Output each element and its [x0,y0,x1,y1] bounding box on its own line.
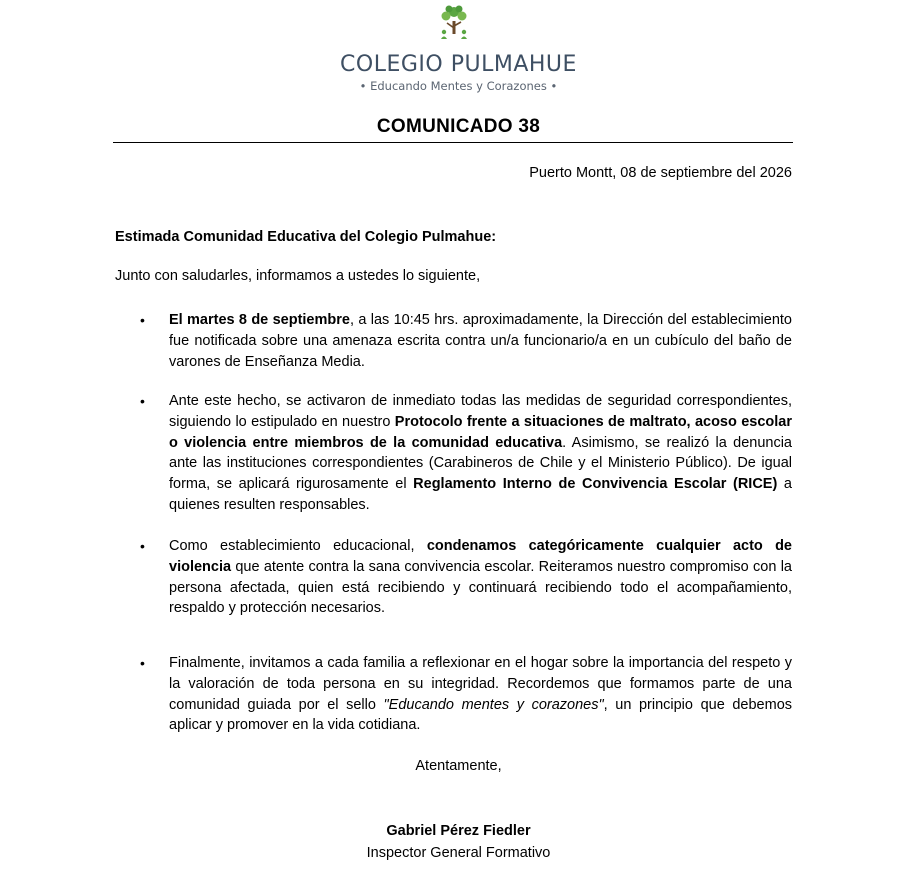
bullet-dot-icon: • [140,393,145,409]
school-name: COLEGIO PULMAHUE [340,52,577,77]
protocol-name: Protocolo frente a situaciones de maltrato, acoso escolar o violencia entre miembros de la comunidad educativa [169,413,792,451]
bullet-item [140,310,792,372]
bullet-body-text: a quienes resulten responsables. [169,476,792,513]
school-motto [0,79,917,93]
motto-text: Educando Mentes y Corazones [370,79,547,93]
bullet-dot-icon: • [140,655,145,671]
bullet-body-text: que atente contra la sana convivencia escolar. Reiteramos nuestro compromiso con la persona afectada, quien está recibiendo y continuará recibiendo todo el acompañamiento, respaldo y protección necesarios. [169,558,792,617]
bullet-dot-icon: • [140,312,145,328]
bullet-body-text: Como establecimiento educacional, [169,538,427,554]
bullet-dot-icon: • [359,79,367,93]
bullet-dot-icon: • [550,79,558,93]
place-date: Puerto Montt, 08 de septiembre del 2026 [529,165,792,181]
bullet-item [140,536,792,619]
document-title: COMUNICADO 38 [376,116,541,137]
bullet-body-text: . Asimismo, se realizó la denuncia ante las instituciones correspondientes (Carabineros de Chile y el Ministerio Público). De igual forma, se aplicará rigurosamente el [169,434,792,493]
signer-name: Gabriel Pérez Fiedler [386,823,531,839]
bullet-bold-text: condenamos categóricamente cualquier acto de violencia [169,538,792,575]
tree-people-icon [436,4,472,40]
title-divider [113,142,793,143]
bullet-body-text: Ante este hecho, se activaron de inmediato todas las medidas de seguridad correspondientes, siguiendo lo estipulado en nuestro [169,393,792,430]
closing: Atentamente, [415,758,502,774]
bullet-bold-text: El martes 8 de septiembre [169,312,350,328]
intro-text: Junto con saludarles, informamos a ustedes lo siguiente, [115,268,481,284]
signer-role: Inspector General Formativo [366,845,551,861]
motto-quote: "Educando mentes y corazones" [383,696,604,713]
bullet-text [169,653,792,736]
bullet-body-text: , a las 10:45 hrs. aproximadamente, la Dirección del establecimiento fue notificada sobre una amenaza escrita contra un/a funcionario/a en un cubículo del baño de varones de Enseñanza Media. [169,312,792,370]
bullet-item [140,391,792,516]
bullet-text [169,310,792,372]
bullet-item [140,653,792,736]
salutation: Estimada Comunidad Educativa del Colegio Pulmahue: [115,229,497,245]
bullet-text [169,391,792,516]
bullet-text [169,536,792,619]
bullet-body-text: Finalmente, invitamos a cada familia a reflexionar en el hogar sobre la importancia del respeto y la valoración de toda persona en su integridad. Recordemos que formamos parte de una comunidad guiada por el sello [169,655,792,713]
bullet-body-text: , un principio que debemos aplicar y promover en la vida cotidiana. [169,696,793,734]
regulation-name: Reglamento Interno de Convivencia Escolar (RICE) [413,476,778,493]
bullet-dot-icon: • [140,538,145,554]
